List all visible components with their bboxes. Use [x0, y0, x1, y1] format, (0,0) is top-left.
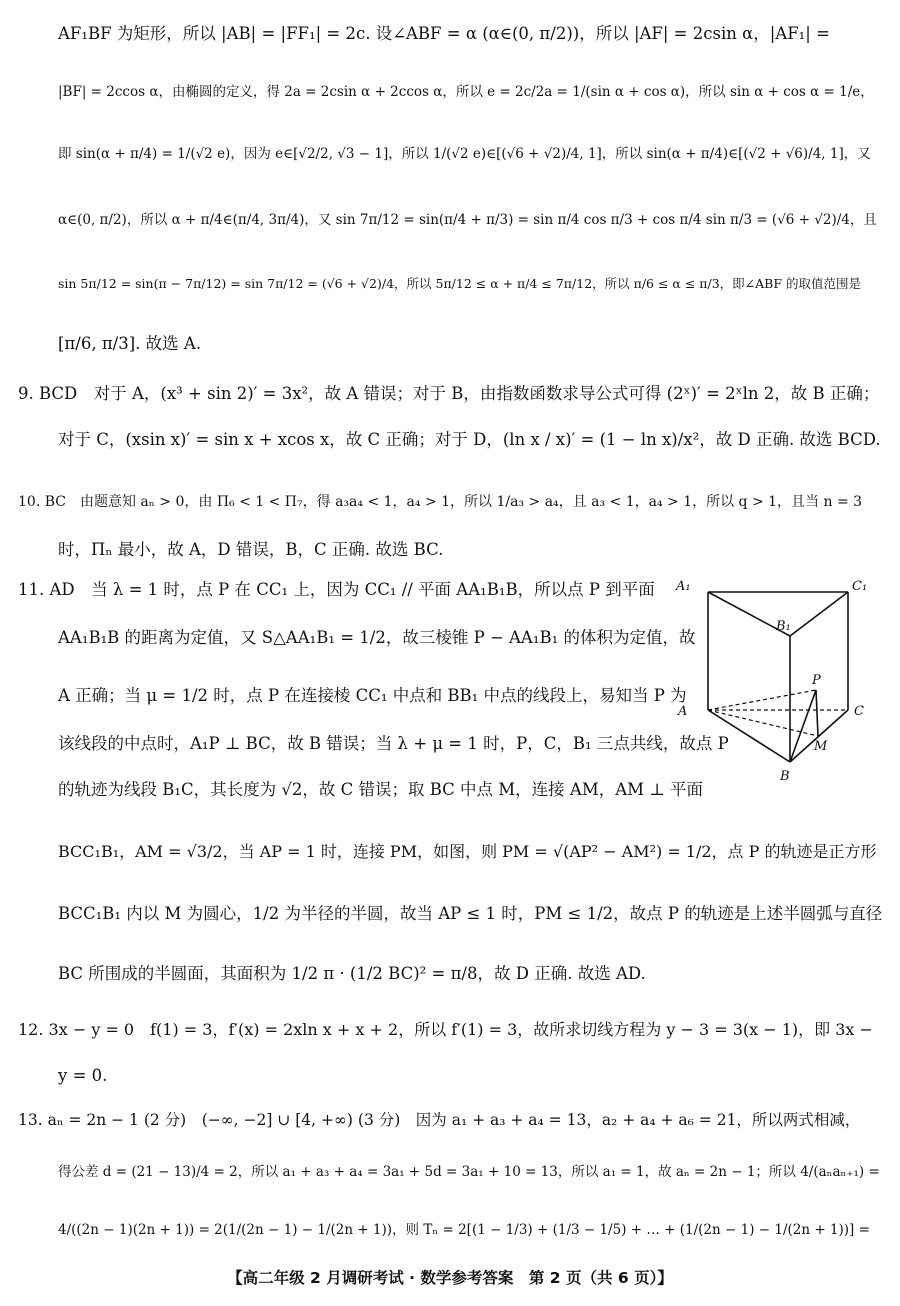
- edge-b1c1: [790, 592, 848, 636]
- label-b: B: [780, 769, 790, 784]
- solution-line: 即 sin(α + π/4) = 1/(√2 e)，因为 e∈[√2/2, √3 − 1]，所以 1/(√2 e)∈[(√6 + √2)/4, 1]，所以 sin(α + π/4)∈[(√2 + √6)/4, 1]，又: [58, 146, 871, 162]
- label-c1: C₁: [852, 579, 868, 594]
- prism-figure: [672, 574, 872, 784]
- solution-line-q12: 12. 3x − y = 0 f(1) = 3，f′(x) = 2xln x + x + 2，所以 f′(1) = 3，故所求切线方程为 y − 3 = 3(x − 1)，即 3x −: [18, 1020, 873, 1039]
- solution-line: A 正确；当 μ = 1/2 时，点 P 在连接棱 CC₁ 中点和 BB₁ 中点的线段上，易知当 P 为: [58, 686, 687, 705]
- segment-ap-hidden: [708, 690, 816, 710]
- solution-line: AA₁B₁B 的距离为定值，又 S△AA₁B₁ = 1/2，故三棱锥 P − AA₁B₁ 的体积为定值，故: [58, 628, 696, 647]
- solution-line: sin 5π/12 = sin(π − 7π/12) = sin 7π/12 = (√6 + √2)/4，所以 5π/12 ≤ α + π/4 ≤ 7π/12，所以 π/6 ≤ α ≤ π/3，即∠ABF 的取值范围是: [58, 276, 861, 291]
- label-m: M: [814, 739, 828, 754]
- label-p: P: [812, 673, 821, 688]
- solution-line-q13: 13. aₙ = 2n − 1 (2 分) (−∞, −2] ∪ [4, +∞) (3 分) 因为 a₁ + a₃ + a₄ = 13，a₂ + a₄ + a₆ = 21，所以两式相减，: [18, 1111, 861, 1129]
- label-c: C: [854, 704, 864, 719]
- edge-ab: [708, 710, 790, 762]
- solution-line-q11: 11. AD 当 λ = 1 时，点 P 在 CC₁ 上，因为 CC₁ // 平面 AA₁B₁B，所以点 P 到平面: [18, 580, 655, 599]
- solution-line: α∈(0, π/2)，所以 α + π/4∈(π/4, 3π/4)，又 sin 7π/12 = sin(π/4 + π/3) = sin π/4 cos π/3 + cos π/4 sin π/3 = (√6 + √2)/4，且: [58, 212, 877, 228]
- label-a: A: [678, 704, 688, 719]
- solution-line: y = 0.: [58, 1066, 108, 1085]
- label-a1: A₁: [676, 579, 691, 594]
- solution-line: 的轨迹为线段 B₁C，其长度为 √2，故 C 错误；取 BC 中点 M，连接 AM，AM ⊥ 平面: [58, 780, 704, 799]
- solution-line: BCC₁B₁ 内以 M 为圆心，1/2 为半径的半圆，故当 AP ≤ 1 时，PM ≤ 1/2，故点 P 的轨迹是上述半圆弧与直径: [58, 904, 883, 923]
- solution-line: 该线段的中点时，A₁P ⊥ BC，故 B 错误；当 λ + μ = 1 时，P，C，B₁ 三点共线，故点 P: [58, 734, 729, 753]
- solution-line-q10: 10. BC 由题意知 aₙ > 0，由 Π₆ < 1 < Π₇，得 a₃a₄ < 1，a₄ > 1，所以 1/a₃ > a₄，且 a₃ < 1，a₄ > 1，所以 q > 1，且当 n = 3: [18, 494, 863, 510]
- solution-line: |BF| = 2ccos α，由椭圆的定义，得 2a = 2csin α + 2ccos α，所以 e = 2c/2a = 1/(sin α + cos α)，所以 sin α + cos α = 1/e，: [58, 84, 874, 100]
- page-footer: 【高二年级 2 月调研考试 · 数学参考答案 第 2 页（共 6 页）】: [227, 1269, 673, 1287]
- solution-line: 对于 C，(xsin x)′ = sin x + xcos x，故 C 正确；对于 D，(ln x / x)′ = (1 − ln x)/x²，故 D 正确. 故选 BCD.: [58, 430, 881, 449]
- segment-pm: [816, 690, 818, 736]
- solution-line: 4/((2n − 1)(2n + 1)) = 2(1/(2n − 1) − 1/(2n + 1))，则 Tₙ = 2[(1 − 1/3) + (1/3 − 1/5) + … + (1/(2n − 1) − 1/(2n + 1))] =: [58, 1222, 870, 1238]
- solution-line: BCC₁B₁，AM = √3/2，当 AP = 1 时，连接 PM，如图，则 PM = √(AP² − AM²) = 1/2，点 P 的轨迹是正方形: [58, 842, 877, 861]
- solution-line: 时，Πₙ 最小，故 A，D 错误，B，C 正确. 故选 BC.: [58, 540, 444, 559]
- solution-line-q9: 9. BCD 对于 A，(x³ + sin 2)′ = 3x²，故 A 错误；对于 B，由指数函数求导公式可得 (2ˣ)′ = 2ˣln 2，故 B 正确；: [18, 384, 880, 403]
- solution-line: AF₁BF 为矩形，所以 |AB| = |FF₁| = 2c. 设∠ABF = α (α∈(0, π/2))，所以 |AF| = 2csin α，|AF₁| =: [58, 24, 830, 43]
- solution-line: 得公差 d = (21 − 13)/4 = 2，所以 a₁ + a₃ + a₄ = 3a₁ + 5d = 3a₁ + 10 = 13，所以 a₁ = 1，故 aₙ = 2n − 1；所以 4/(aₙaₙ₊₁) =: [58, 1164, 880, 1180]
- solution-line: [π/6, π/3]. 故选 A.: [58, 334, 202, 353]
- label-b1: B₁: [776, 619, 791, 634]
- solution-line: BC 所围成的半圆面，其面积为 1/2 π · (1/2 BC)² = π/8，故 D 正确. 故选 AD.: [58, 964, 646, 983]
